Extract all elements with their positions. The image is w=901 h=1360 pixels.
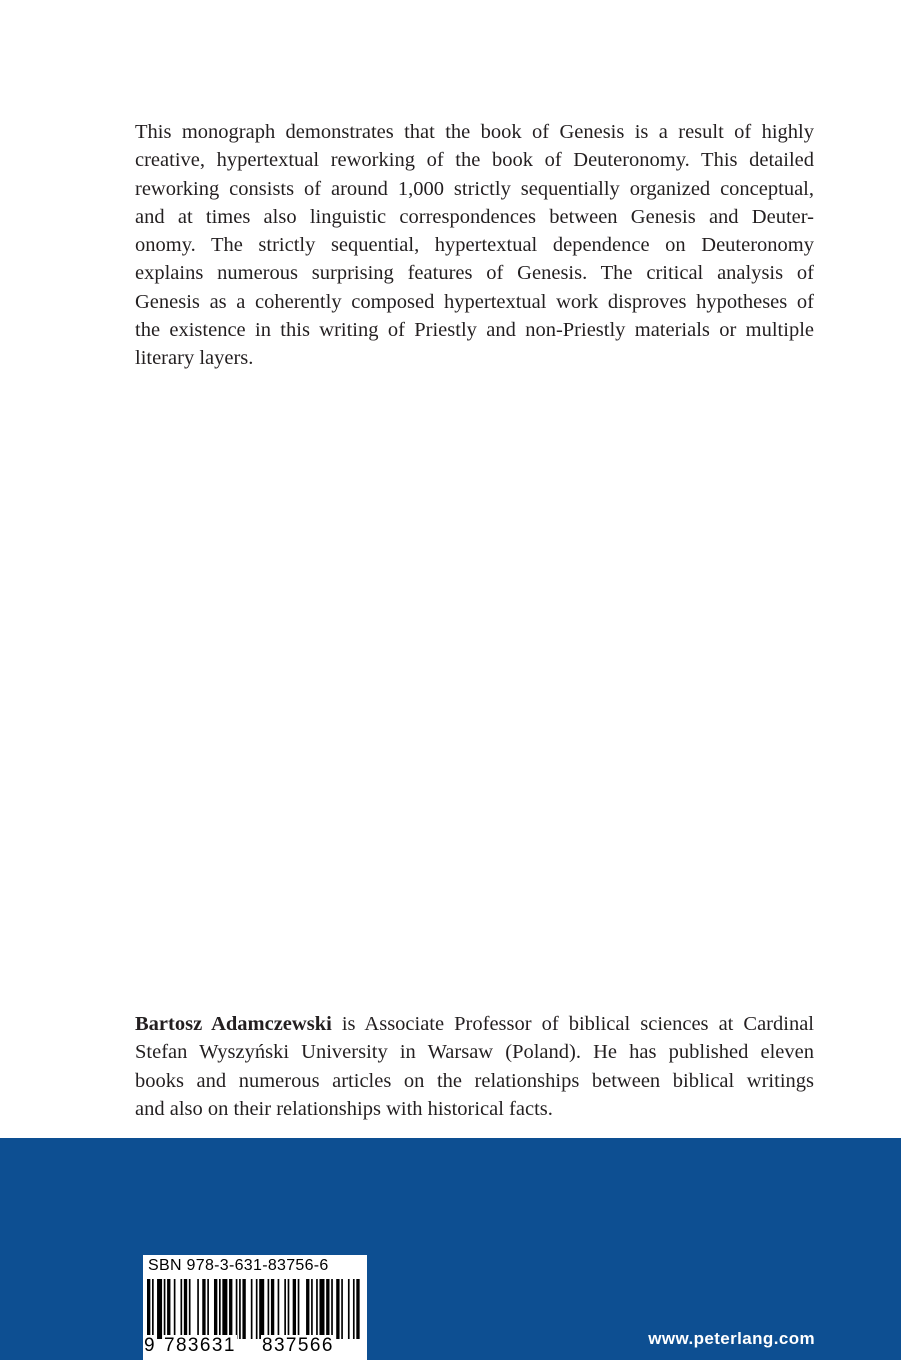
barcode-bar bbox=[251, 1279, 253, 1339]
barcode-bar bbox=[184, 1279, 187, 1339]
barcode-bar bbox=[189, 1279, 191, 1339]
barcode-bar bbox=[316, 1279, 318, 1339]
author-bio-line bbox=[135, 1010, 814, 1038]
barcode-digits bbox=[143, 1335, 367, 1359]
publisher-band bbox=[0, 1138, 901, 1360]
barcode-bar bbox=[319, 1279, 324, 1339]
barcode-bar bbox=[207, 1279, 209, 1339]
barcode-bar bbox=[152, 1279, 154, 1339]
blurb-line: reworking consists of around 1,000 strictly sequentially organized conceptual, bbox=[135, 177, 814, 200]
author-bio-line: books and numerous articles on the relationships between biblical writings bbox=[135, 1069, 814, 1092]
barcode-bar bbox=[242, 1279, 245, 1339]
barcode-bar bbox=[219, 1279, 221, 1339]
blurb-line: and at times also linguistic correspondences between Genesis and Deuter- bbox=[135, 205, 814, 228]
blurb-line: creative, hypertextual reworking of the book of Deuteronomy. This detailed bbox=[135, 149, 814, 172]
barcode-bar bbox=[222, 1279, 227, 1339]
barcode-bar bbox=[214, 1279, 217, 1339]
blurb-line: This monograph demonstrates that the book of Genesis is a result of highly bbox=[135, 121, 814, 143]
barcode-bar bbox=[174, 1279, 176, 1339]
barcode-bar bbox=[331, 1279, 333, 1339]
barcode-bar bbox=[288, 1279, 290, 1339]
author-bio-line: and also on their relationships with historical facts. bbox=[135, 1097, 553, 1120]
barcode-bar bbox=[239, 1279, 241, 1339]
barcode-bar bbox=[271, 1279, 274, 1339]
barcode-bar bbox=[311, 1279, 313, 1339]
author-bio-line: Stefan Wyszyński University in Warsaw (Poland). He has published eleven bbox=[135, 1041, 814, 1064]
barcode-bar bbox=[336, 1279, 339, 1339]
barcode-bar bbox=[157, 1279, 162, 1339]
barcode-bar bbox=[229, 1279, 232, 1339]
blurb-text bbox=[135, 118, 814, 373]
blurb-line: onomy. The strictly sequential, hypertextual dependence on Deuteronomy bbox=[135, 234, 814, 257]
barcode-bar bbox=[256, 1279, 258, 1339]
barcode-bar bbox=[164, 1279, 166, 1339]
barcode-bar bbox=[180, 1279, 182, 1339]
barcode-bar bbox=[341, 1279, 343, 1339]
barcode-bars bbox=[147, 1279, 363, 1339]
blurb-line: Genesis as a coherently composed hypertextual work disproves hypotheses of bbox=[135, 290, 814, 313]
barcode-bar bbox=[353, 1279, 355, 1339]
barcode-digit-group: 837566 bbox=[262, 1335, 334, 1356]
barcode-digit-first: 9 bbox=[144, 1335, 156, 1356]
barcode-bar bbox=[147, 1279, 150, 1339]
author-bio-text: is Associate Professor of biblical sciences at Cardinal bbox=[331, 1013, 814, 1035]
barcode-bar bbox=[326, 1279, 329, 1339]
author-name: Bartosz Adamczewski bbox=[135, 1013, 332, 1035]
barcode-bar bbox=[284, 1279, 286, 1339]
blurb-line: the existence in this writing of Priestly and non-Priestly materials or multiple bbox=[135, 319, 814, 342]
barcode-bar bbox=[167, 1279, 170, 1339]
barcode-bar bbox=[298, 1279, 300, 1339]
barcode-bar bbox=[306, 1279, 309, 1339]
barcode-bar bbox=[202, 1279, 205, 1339]
isbn-barcode bbox=[143, 1255, 367, 1360]
barcode-digit-group: 783631 bbox=[164, 1335, 236, 1356]
barcode-bar bbox=[259, 1279, 264, 1339]
barcode-bar bbox=[278, 1279, 280, 1339]
barcode-bar bbox=[197, 1279, 199, 1339]
barcode-bar bbox=[356, 1279, 359, 1339]
barcode-bar bbox=[268, 1279, 270, 1339]
barcode-bar bbox=[348, 1279, 350, 1339]
publisher-url[interactable]: www.peterlang.com bbox=[648, 1329, 815, 1348]
blurb-line: explains numerous surprising features of Genesis. The critical analysis of bbox=[135, 262, 814, 285]
blurb-line: literary layers. bbox=[135, 347, 254, 370]
isbn-label: SBN 978-3-631-83756-6 bbox=[148, 1257, 329, 1274]
barcode-bar bbox=[293, 1279, 296, 1339]
barcode-bar bbox=[236, 1279, 238, 1339]
author-bio bbox=[135, 1010, 814, 1123]
